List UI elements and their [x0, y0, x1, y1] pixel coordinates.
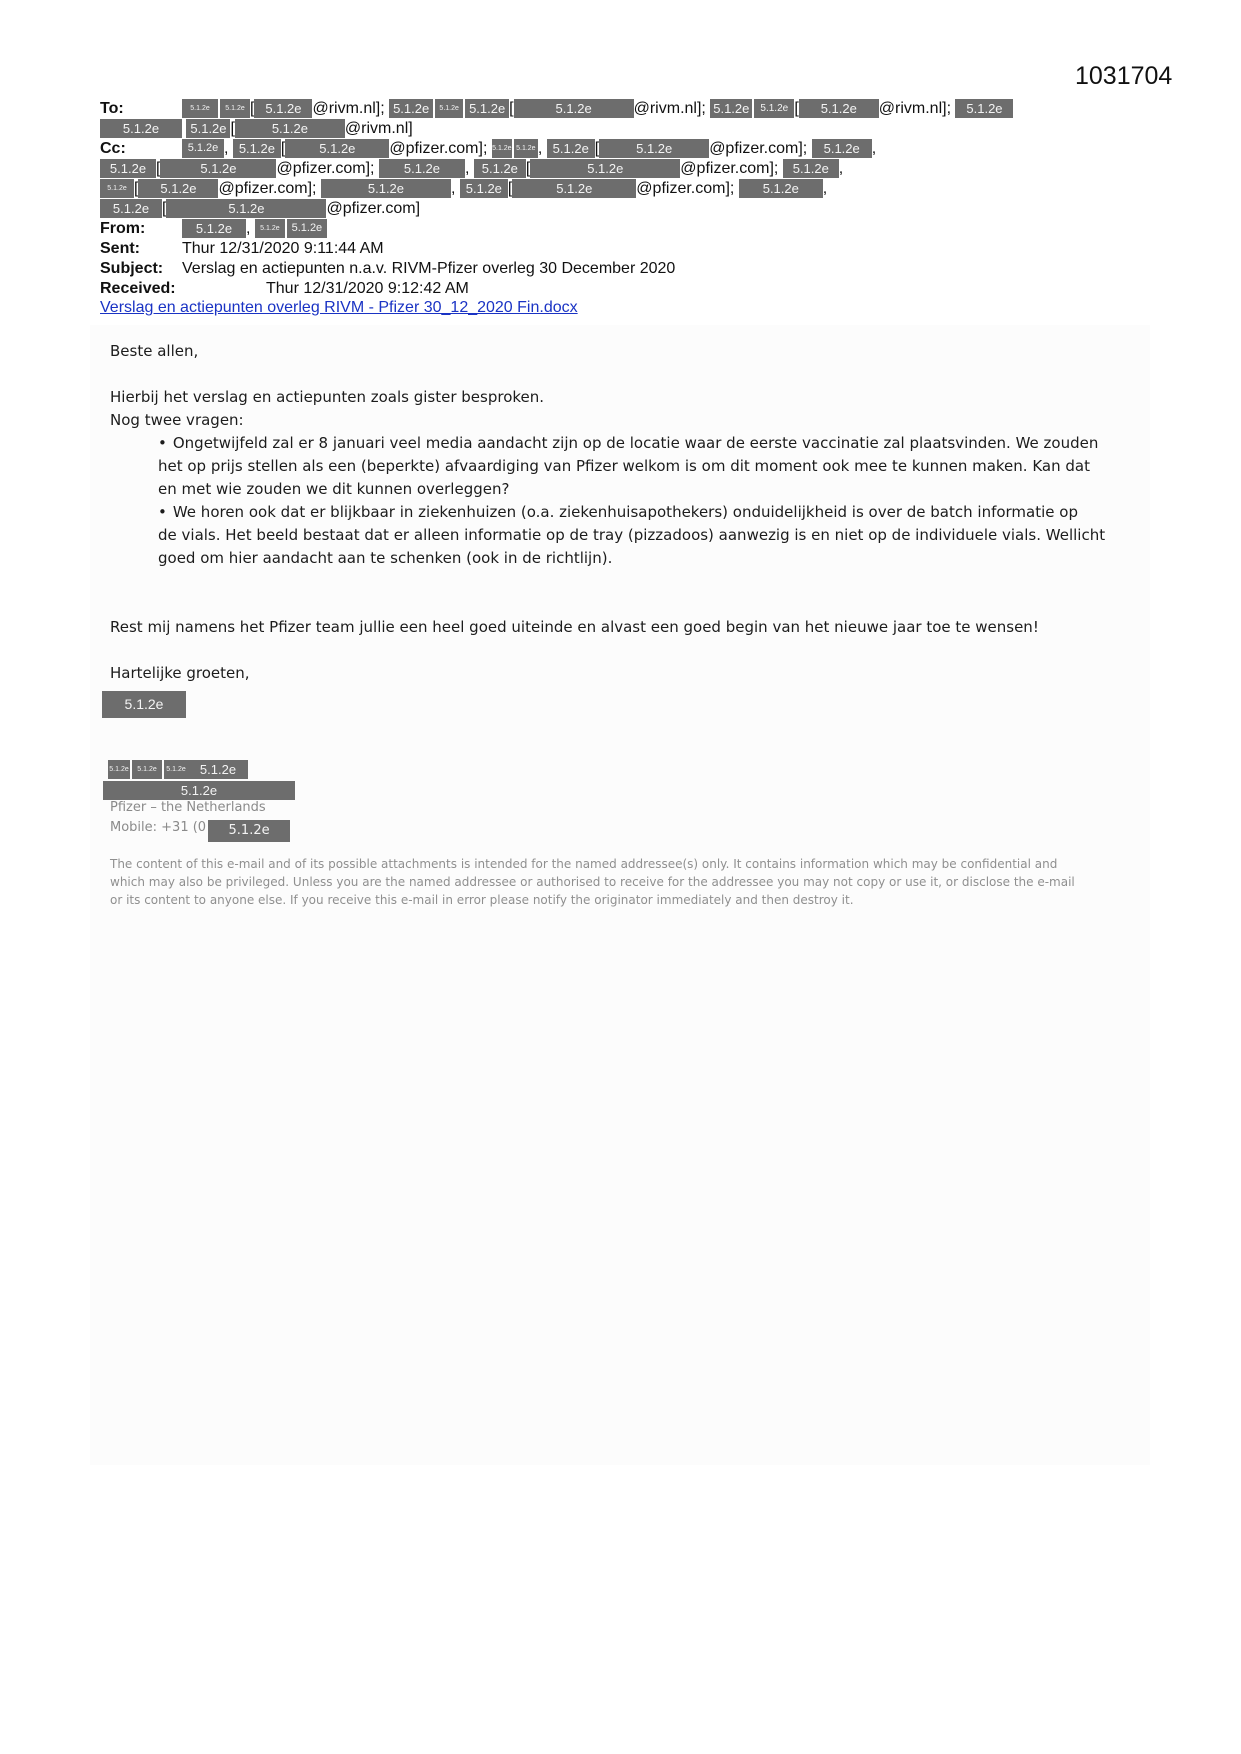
- email-domain: @rivm.nl]: [344, 120, 413, 137]
- cc-row: 5.1.2e [ 5.1.2e @pfizer.com]; 5.1.2e , 5.1.2e [ 5.1.2e @pfizer.com]; 5.1.2e ,: [100, 179, 1100, 199]
- intro: Hierbij het verslag en actiepunten zoals gister besproken.: [110, 388, 545, 406]
- redaction: 5.1.2e: [739, 179, 823, 198]
- bullet-1-line: het op prijs stellen als een (beperkte) afvaardiging van Pfizer welkom is om dit moment ook mee te kunnen maken. Kan dat: [158, 457, 1090, 475]
- redaction: 5.1.2e: [710, 99, 752, 118]
- redaction: 5.1.2e: [321, 179, 451, 198]
- redaction: 5.1.2e: [799, 99, 879, 118]
- to-row: 5.1.2e 5.1.2e [ 5.1.2e @rivm.nl]: [100, 119, 1100, 139]
- sent-label: Sent:: [100, 240, 140, 257]
- signature-name-redaction: 5.1.2e: [102, 691, 186, 718]
- email-domain: @pfizer.com];: [636, 180, 735, 197]
- questions-intro: Nog twee vragen:: [110, 411, 244, 429]
- sent-value: Thur 12/31/2020 9:11:44 AM: [182, 240, 384, 257]
- bullet-2-line: de vials. Het beeld bestaat dat er alleen informatie op de tray (pizzadoos) aanwezig is en niet op de individuele vials. Wellicht: [158, 526, 1106, 544]
- redaction: 5.1.2e: [220, 99, 250, 118]
- cc-label: Cc:: [100, 140, 126, 157]
- redaction: 5.1.2e: [465, 99, 509, 118]
- bullet-1-line: en met wie zouden we dit kunnen overleggen?: [158, 480, 510, 498]
- from-row: From: 5.1.2e , 5.1.2e 5.1.2e: [100, 219, 1100, 239]
- redaction: 5.1.2e: [474, 159, 526, 178]
- closing-wish: Rest mij namens het Pfizer team jullie een heel goed uiteinde en alvast een goed begin van het nieuwe jaar toe te wensen!: [110, 618, 1039, 636]
- redaction: 5.1.2e: [182, 139, 224, 158]
- redaction: 5.1.2e: [783, 159, 839, 178]
- redaction: 5.1.2e: [100, 119, 182, 138]
- redaction: 5.1.2e: [389, 99, 433, 118]
- attachment-link[interactable]: Verslag en actiepunten overleg RIVM - Pfizer 30_12_2020 Fin.docx: [100, 299, 578, 316]
- redaction: 5.1.2e: [100, 159, 156, 178]
- redaction: 5.1.2e: [492, 139, 512, 158]
- sent-row: [100, 239, 1100, 259]
- cc-row: 5.1.2e [ 5.1.2e @pfizer.com]: [100, 199, 1100, 219]
- received-label: Received:: [100, 280, 176, 297]
- email-domain: @pfizer.com];: [709, 140, 808, 157]
- redaction: 5.1.2e: [100, 199, 162, 218]
- redaction: 5.1.2e: [254, 99, 312, 118]
- mobile-number-redaction: 5.1.2e: [208, 820, 290, 842]
- email-domain: @pfizer.com];: [680, 160, 779, 177]
- redaction: 5.1.2e: [233, 139, 281, 158]
- redaction: 5.1.2e: [812, 139, 872, 158]
- to-row: To: 5.1.2e 5.1.2e [ 5.1.2e @rivm.nl]; 5.1.2e 5.1.2e 5.1.2e [ 5.1.2e @rivm.nl]; 5.1.2e 5.1.2e [ 5.1.2e @rivm.nl]; 5.1.2e: [100, 99, 1100, 119]
- disclaimer-line: which may also be privileged. Unless you are the named addressee or authorised to receive for the addressee you may not copy or use it, or disclose the e-mail: [110, 875, 1075, 889]
- bullet-1-line: Ongetwijfeld zal er 8 januari veel media aandacht zijn op de locatie waar de eerste vaccinatie zal plaatsvinden. We zouden: [172, 434, 1099, 452]
- redaction: 5.1.2e: [460, 179, 508, 198]
- bullet-2-line: We horen ook dat er blijkbaar in ziekenhuizen (o.a. ziekenhuisapothekers) onduidelijkheid is over de batch informatie op: [172, 503, 1078, 521]
- bullet-2-line: goed om hier aandacht aan te schenken (ook in de richtlijn).: [158, 549, 613, 567]
- redaction: 5.1.2e: [599, 139, 709, 158]
- redaction: 5.1.2e: [754, 99, 794, 118]
- mobile-prefix: Mobile: +31 (0: [110, 820, 207, 835]
- email-domain: @rivm.nl];: [312, 100, 385, 117]
- redaction: 5.1.2e: [188, 760, 248, 779]
- redaction: 5.1.2e: [132, 760, 162, 779]
- redaction: 5.1.2e: [182, 99, 218, 118]
- email-domain: @pfizer.com];: [218, 180, 317, 197]
- message-body: [110, 340, 1140, 685]
- email-domain: @rivm.nl];: [633, 100, 706, 117]
- bullet-dot: •: [158, 434, 167, 452]
- redaction: 5.1.2e: [186, 119, 230, 138]
- redaction: 5.1.2e: [108, 760, 130, 779]
- redaction: 5.1.2e: [138, 179, 218, 198]
- greeting: Beste allen,: [110, 342, 199, 360]
- subject-row: [100, 259, 1100, 279]
- cc-row: Cc: 5.1.2e , 5.1.2e [ 5.1.2e @pfizer.com]; 5.1.2e 5.1.2e , 5.1.2e [ 5.1.2e @pfizer.com]; 5.1.2e ,: [100, 140, 877, 157]
- signature-title-redactions: [108, 760, 248, 779]
- redaction: 5.1.2e: [435, 99, 463, 118]
- redaction: 5.1.2e: [166, 199, 326, 218]
- redaction: 5.1.2e: [255, 219, 285, 238]
- redaction: 5.1.2e: [955, 99, 1013, 118]
- email-domain: @rivm.nl];: [878, 100, 952, 117]
- signature-mobile: [110, 820, 290, 842]
- disclaimer-line: or its content to anyone else. If you receive this e-mail in error please notify the originator immediately and then destroy it.: [110, 893, 854, 907]
- redaction: 5.1.2e: [530, 159, 680, 178]
- signature-department-redaction: 5.1.2e: [103, 781, 295, 800]
- signature-company: Pfizer – the Netherlands: [110, 800, 266, 815]
- bullet-1: [158, 432, 1140, 501]
- email-domain: @pfizer.com];: [276, 160, 375, 177]
- redaction: 5.1.2e: [287, 219, 327, 238]
- received-value: Thur 12/31/2020 9:12:42 AM: [266, 280, 469, 297]
- redaction: 5.1.2e: [514, 99, 634, 118]
- redaction: 5.1.2e: [514, 139, 538, 158]
- redaction: 5.1.2e: [547, 139, 595, 158]
- document-number: 1031704: [1075, 62, 1173, 90]
- redaction: 5.1.2e: [100, 179, 134, 198]
- subject-label: Subject:: [100, 260, 164, 277]
- cc-row: 5.1.2e [ 5.1.2e @pfizer.com]; 5.1.2e , 5.1.2e [ 5.1.2e @pfizer.com]; 5.1.2e ,: [100, 159, 1100, 179]
- redaction: 5.1.2e: [379, 159, 465, 178]
- received-row: [100, 279, 1100, 299]
- redaction: 5.1.2e: [285, 139, 389, 158]
- from-label: From:: [100, 220, 146, 237]
- bullet-2: [158, 501, 1140, 570]
- email-domain: @pfizer.com]: [326, 200, 421, 217]
- redaction: 5.1.2e: [160, 159, 276, 178]
- regards: Hartelijke groeten,: [110, 664, 250, 682]
- email-domain: @pfizer.com];: [389, 140, 488, 157]
- to-label: To:: [100, 100, 124, 117]
- redaction: 5.1.2e: [512, 179, 636, 198]
- subject-value: Verslag en actiepunten n.a.v. RIVM-Pfizer overleg 30 December 2020: [182, 260, 676, 277]
- bullet-dot: •: [158, 503, 167, 521]
- disclaimer-line: The content of this e-mail and of its possible attachments is intended for the named addressee(s) only. It contains information which may be confidential and: [110, 857, 1058, 871]
- redaction: 5.1.2e: [182, 219, 246, 238]
- redaction: 5.1.2e: [164, 760, 188, 779]
- email-header: [100, 99, 1100, 299]
- redaction: 5.1.2e: [235, 119, 345, 138]
- disclaimer: [110, 855, 1140, 909]
